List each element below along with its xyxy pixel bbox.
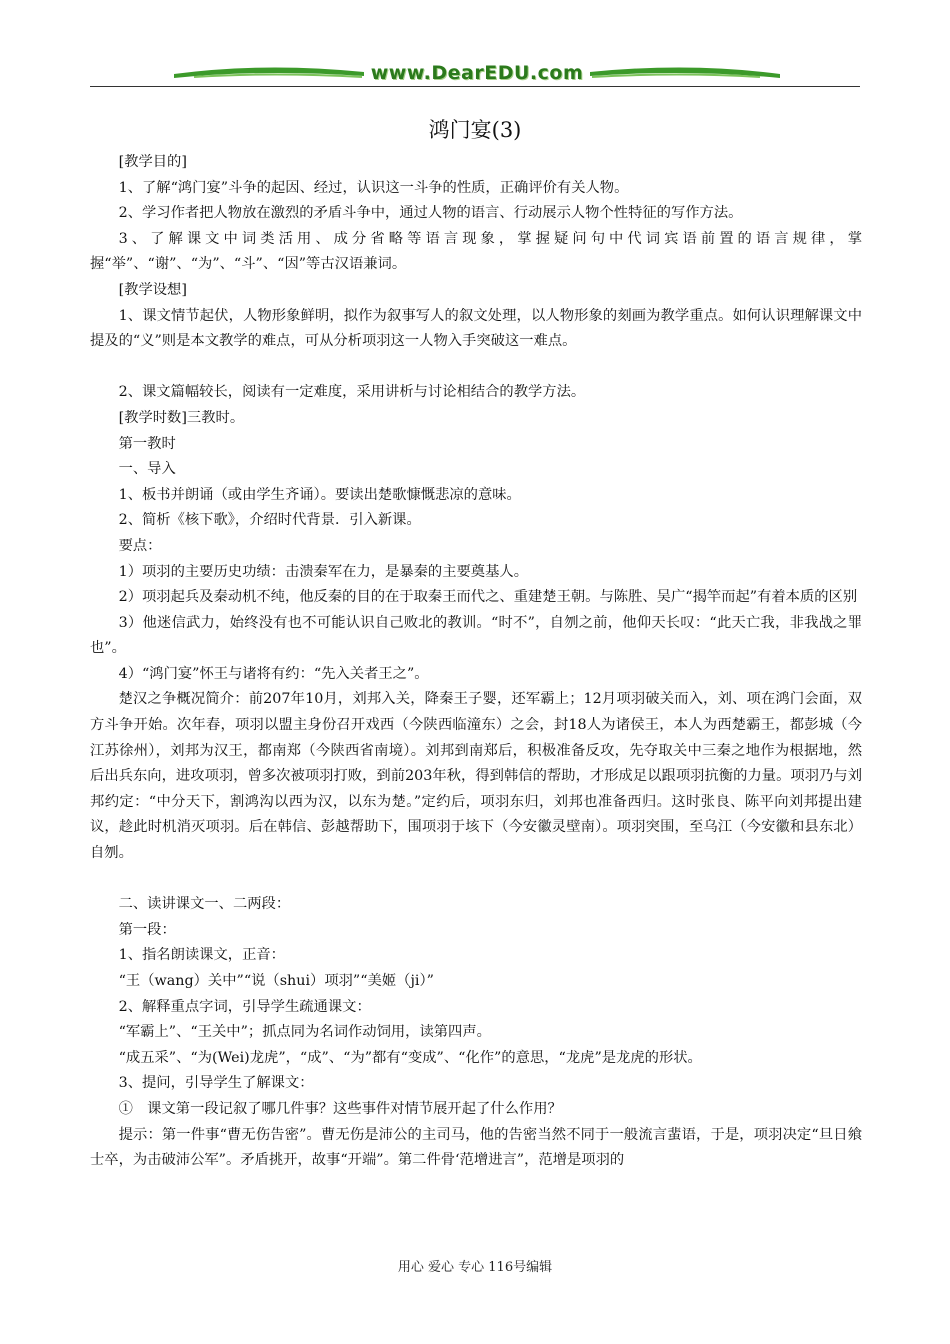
- paragraph: 2）项羽起兵及秦动机不纯，他反秦的目的在于取秦王而代之、重建楚王朝。与陈胜、吴广“揭竿而起”有着本质的区别: [118, 589, 858, 606]
- paragraph: “成五采”、“为(Wei)龙虎”，“成”、“为”都有“变成”、“化作”的意思，“龙虎”是龙虎的形状。: [118, 1049, 702, 1066]
- blank-line: [90, 867, 862, 893]
- paragraph: [教学时数]三教时。: [118, 409, 245, 426]
- paragraph: 第一段：: [118, 921, 176, 938]
- paragraph: “军霸上”、“王关中”；抓点同为名词作动饲用，读第四声。: [118, 1024, 491, 1041]
- paragraph: 一、导入: [118, 461, 176, 478]
- paragraph: 二、读讲课文一、二两段：: [118, 896, 291, 913]
- logo-text: www.DearEDU.com: [370, 62, 584, 84]
- paragraph: 1、了解“鸿门宴”斗争的起因、经过，认识这一斗争的性质，正确评价有关人物。: [118, 179, 629, 196]
- paragraph: 2、课文篇幅较长，阅读有一定难度，采用讲析与讨论相结合的教学方法。: [118, 384, 586, 401]
- paragraph: “王（wang）关中”“说（shui）项羽”“美姬（ji）”: [118, 973, 434, 989]
- paragraph: 1、课文情节起伏，人物形象鲜明，拟作为叙事写人的叙文处理，以人物形象的刻画为教学重点。如何认识理解课文中提及的“义”则是本文教学的难点，可从分析项羽这一人物入手突破这一难点。: [90, 307, 862, 350]
- paragraph: 楚汉之争概况简介：前207年10月，刘邦入关，降秦王子婴，还军霸上；12月项羽破关而入，刘、项在鸿门会面，双方斗争开始。次年春，项羽以盟主身份召开戏西（今陕西临潼东）之会，封18人为诸侯王，本人为西楚霸王，都彭城（今江苏徐州），刘邦为汉王，都南郑（今陕西省南境）。刘邦到南郑后，积极准备反攻，先夺取关中三秦之地作为根据地，然后出兵东向，进攻项羽，曾多次被项羽打败，到前203年秋，得到韩信的帮助，才形成足以跟项羽抗衡的力量。项羽乃与刘邦约定：“中分天下，割鸿沟以西为汉，以东为楚。”定约后，项羽东归，刘邦也准备西归。这时张良、陈平向刘邦提出建议，趁此时机消灭项羽。后在韩信、彭越帮助下，围项羽于垓下（今安徽灵壁南）。项羽突围，至乌江（今安徽和县东北）自刎。: [90, 691, 862, 862]
- paragraph: 3、了解课文中词类活用、成分省略等语言现象，掌握疑问句中代词宾语前置的语言规律，掌握“举”、“谢”、“为”、“斗”、“因”等古汉语兼词。: [90, 230, 862, 273]
- paragraph: 1、板书并朗诵（或由学生齐诵）。要读出楚歌慷慨悲凉的意味。: [118, 486, 521, 503]
- paragraph: 第一教时: [118, 435, 176, 452]
- paragraph: 1）项羽的主要历史功绩：击溃秦军在力，是暴秦的主要奠基人。: [118, 563, 528, 580]
- paragraph: 要点：: [118, 537, 162, 554]
- paragraph: 2、简析《核下歌》，介绍时代背景．引入新课。: [118, 512, 421, 529]
- paragraph: 2、学习作者把人物放在激烈的矛盾斗争中，通过人物的语言、行动展示人物个性特征的写作方法。: [118, 205, 743, 222]
- header-divider: [90, 86, 860, 87]
- blank-line: [90, 355, 862, 381]
- paragraph: 1、指名朗读课文，正音：: [118, 947, 285, 964]
- paragraph: [教学设想]: [118, 281, 187, 298]
- page-footer: 用心 爱心 专心 116号编辑: [397, 1260, 553, 1275]
- paragraph: 2、解释重点字词，引导学生疏通课文：: [118, 998, 371, 1015]
- site-logo: [174, 60, 780, 86]
- paragraph: ① 课文第一段记叙了哪几件事？这些事件对情节展开起了什么作用？: [118, 1100, 562, 1117]
- paragraph: 4）“鸿门宴”怀王与诸将有约：“先入关者王之”。: [118, 665, 429, 682]
- page-title: 鸿门宴(3): [428, 118, 522, 142]
- paragraph: 提示：第一件事“曹无伤告密”。曹无伤是沛公的主司马，他的告密当然不同于一般流言蜚语，于是，项羽决定“旦日飨士卒，为击破沛公军”。矛盾挑开，故事“开端”。第二件骨‘范增进言”，范增是项羽的: [90, 1126, 862, 1169]
- paragraph: 3）他迷信武力，始终没有也不可能认识自己败北的教训。“时不”，自刎之前，他仰天长叹：“此天亡我，非我战之罪也”。: [90, 614, 862, 657]
- paragraph: [教学目的]: [118, 154, 187, 170]
- paragraph: 3、提问，引导学生了解课文：: [118, 1075, 314, 1092]
- page-header: [90, 58, 860, 90]
- document-body: [90, 150, 862, 1174]
